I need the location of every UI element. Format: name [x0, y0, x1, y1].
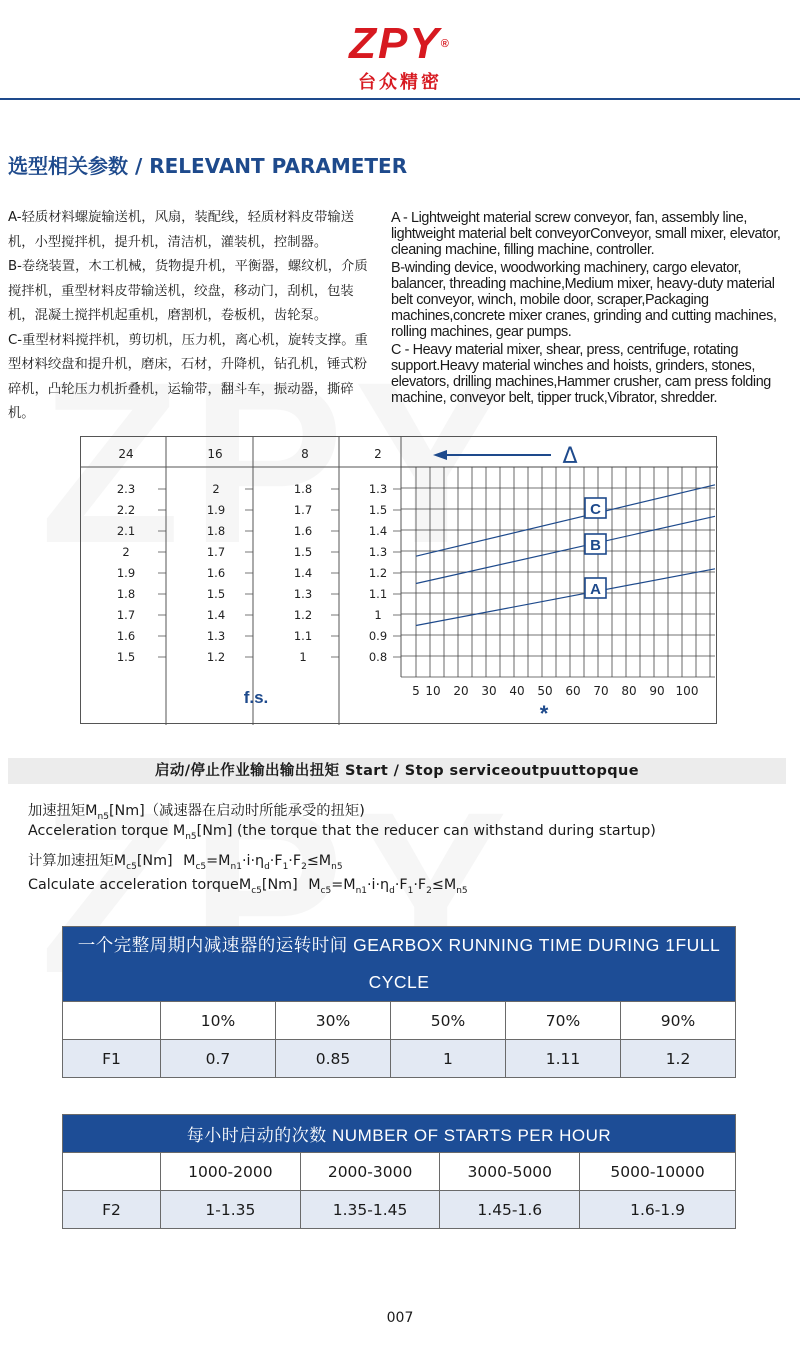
formula-line-3: 计算加速扭矩$M_{c5}[Nm]$ $M_{c5}=M_{n1}\cdot i\cdot\eta_d\cdot F_1\cdot F_2\le M_{n5}$	[28, 853, 343, 872]
table1-corner-cell	[63, 1002, 161, 1040]
x-tick-label: 70	[593, 684, 609, 698]
table-cell: 1.35-1.45	[300, 1191, 440, 1229]
row-label: F2	[63, 1191, 161, 1229]
factor-tick-label: 2	[212, 482, 220, 496]
chinese-description	[8, 206, 380, 427]
factor-tick-label: 1.3	[206, 629, 226, 643]
x-tick-label: 20	[453, 684, 469, 698]
table-header-cell: 70%	[505, 1002, 620, 1040]
factor-tick-label: 1.5	[116, 650, 136, 664]
factor-tick-label: 1.2	[293, 608, 313, 622]
formula-line-2: Acceleration torque $M_{n5}[Nm]$ (the torque that the reducer can withstand during startup)	[28, 823, 656, 842]
table-header-cell: 3000-5000	[440, 1153, 580, 1191]
factor-tick-label: 0.9	[368, 629, 388, 643]
formula-line-4: Calculate acceleration torqueM$_{c5}$[Nm] $M_{c5}=M_{n1}\cdot i\cdot\eta_d\cdot F_1\cdot F_2\le M_{n5}$	[28, 877, 468, 896]
factor-tick-label: 1.7	[116, 608, 136, 622]
table-cell: 0.7	[161, 1040, 276, 1078]
table-header-cell: 2000-3000	[300, 1153, 440, 1191]
x-tick-label: 30	[481, 684, 497, 698]
factor-tick-label: 1.6	[206, 566, 226, 580]
gearbox-running-time-table	[62, 926, 736, 1078]
factor-tick-label: 1.3	[368, 545, 388, 559]
y-axis-label: f.s.	[243, 688, 269, 707]
factor-tick-label: 1.4	[293, 566, 313, 580]
brand-cn-name: 台众精密	[358, 72, 442, 93]
factor-tick-label: 1	[374, 608, 382, 622]
table2-title: 每小时启动的次数 NUMBER OF STARTS PER HOUR	[63, 1115, 736, 1153]
table-header-cell: 90%	[621, 1002, 736, 1040]
page-number: 007	[386, 1310, 414, 1326]
torque-equation-en: $M_{c5}=M_{n1}\cdot i\cdot\eta_d\cdot F_1\cdot F_2\le M_{n5}$	[308, 877, 468, 896]
table-cell: 1	[391, 1040, 506, 1078]
cn-class-a: A-轻质材料螺旋输送机，风扇，装配线，轻质材料皮带输送机，小型搅拌机，提升机，清洁机，灌装机，控制器。	[8, 210, 355, 250]
row-label: F1	[63, 1040, 161, 1078]
chart-header-value: 16	[207, 447, 223, 461]
table-header-cell: 1000-2000	[161, 1153, 301, 1191]
factor-tick-label: 2.1	[116, 524, 136, 538]
chart-header-value: 2	[374, 447, 382, 461]
factor-tick-label: 2.2	[116, 503, 136, 517]
formula-line-1: 加速扭矩$M_{n5}[Nm]$（减速器在启动时所能承受的扭矩)	[28, 803, 365, 822]
table-cell: 1-1.35	[161, 1191, 301, 1229]
x-tick-label: 50	[537, 684, 553, 698]
table-header-cell: 50%	[391, 1002, 506, 1040]
header-divider	[0, 98, 800, 100]
factor-tick-label: 1.4	[368, 524, 388, 538]
direction-arrow-head	[433, 450, 447, 460]
cn-class-c: C-重型材料搅拌机，剪切机，压力机，离心机，旋转支撑。重型材料绞盘和提升机，磨床，石材，升降机，钻孔机，锤式粉碎机，凸轮压力机折叠机，运输带，翻斗车，振动器，撕碎机。	[8, 332, 368, 421]
table-row	[63, 1040, 736, 1078]
factor-tick-label: 1.4	[206, 608, 226, 622]
factor-tick-label: 1.1	[368, 587, 388, 601]
table-cell: 1.45-1.6	[440, 1191, 580, 1229]
factor-tick-label: 1.9	[206, 503, 226, 517]
series-label: B	[590, 537, 601, 554]
factor-tick-label: 1.1	[293, 629, 313, 643]
factor-tick-label: 1.3	[368, 482, 388, 496]
starts-per-hour-table	[62, 1114, 736, 1229]
torque-equation: $M_{c5}=M_{n1}\cdot i\cdot\eta_d\cdot F_1\cdot F_2\le M_{n5}$	[183, 853, 343, 872]
series-label: A	[590, 581, 601, 598]
x-tick-label: 10	[425, 684, 441, 698]
table-cell: 1.2	[621, 1040, 736, 1078]
series-line-b	[416, 516, 715, 583]
factor-tick-label: 1.5	[293, 545, 313, 559]
factor-tick-label: 0.8	[368, 650, 388, 664]
series-line-c	[416, 485, 715, 556]
service-factor-chart-svg	[81, 437, 718, 725]
factor-tick-label: 2	[122, 545, 130, 559]
x-tick-label: 100	[675, 684, 699, 698]
series-label: C	[590, 501, 601, 518]
table-header-cell: 30%	[275, 1002, 390, 1040]
factor-tick-label: 1.2	[206, 650, 226, 664]
table-cell: 1.6-1.9	[580, 1191, 736, 1229]
start-stop-subheading: 启动/停止作业输出输出扭矩 Start / Stop serviceoutpuuttopque	[8, 758, 786, 784]
brand-logo	[0, 19, 800, 94]
chart-header-value: 8	[301, 447, 309, 461]
factor-tick-label: 1.7	[206, 545, 226, 559]
table-cell: 0.85	[275, 1040, 390, 1078]
en-class-b: B-winding device, woodworking machinery, cargo elevator, balancer, threading machine,Medium mixer, heavy-duty material belt conveyor, winch, mobile door, scraper,Packaging machines,concrete mixer cranes, grinding and cutting machines, rolling machines, gear pumps.	[391, 260, 777, 340]
table-row	[63, 1191, 736, 1229]
factor-tick-label: 1.8	[206, 524, 226, 538]
brand-wordmark: ZPY®	[349, 19, 451, 68]
cn-class-b: B-卷绕装置，木工机械，货物提升机，平衡器，螺纹机，介质搅拌机，重型材料皮带输送机，绞盘，移动门，刮机，包装机，混凝土搅拌机起重机，磨割机，卷板机，齿轮泵。	[8, 259, 368, 323]
factor-tick-label: 1	[299, 650, 307, 664]
chart-header-value: 24	[118, 447, 134, 461]
factor-tick-label: 1.8	[293, 482, 313, 496]
factor-tick-label: 1.7	[293, 503, 313, 517]
table-header-cell: 5000-10000	[580, 1153, 736, 1191]
x-axis-label: *	[539, 701, 549, 725]
factor-tick-label: 1.9	[116, 566, 136, 580]
table2-corner-cell	[63, 1153, 161, 1191]
english-description	[391, 210, 791, 408]
factor-tick-label: 1.6	[116, 629, 136, 643]
factor-tick-label: 2.3	[116, 482, 136, 496]
series-line-a	[416, 569, 715, 626]
x-tick-label: 90	[649, 684, 665, 698]
factor-tick-label: 1.5	[368, 503, 388, 517]
table-header-cell: 10%	[161, 1002, 276, 1040]
x-tick-label: 40	[509, 684, 525, 698]
x-tick-label: 80	[621, 684, 637, 698]
factor-tick-label: 1.5	[206, 587, 226, 601]
table1-title: 一个完整周期内减速器的运转时间 GEARBOX RUNNING TIME DURING 1FULL CYCLE	[63, 927, 736, 1002]
en-class-c: C - Heavy material mixer, shear, press, centrifuge, rotating support.Heavy material winches and hoists, grinders, stones, elevators, drilling machines,Hammer crusher, cam press folding machine, conveyor belt, tipper truck,Vibrator, shredder.	[391, 342, 771, 406]
service-factor-chart	[80, 436, 717, 724]
x-tick-label: 60	[565, 684, 581, 698]
en-class-a: A - Lightweight material screw conveyor, fan, assembly line, lightweight material belt conveyorConveyor, small mixer, elevator, cleaning machine, filling machine, controller.	[391, 210, 781, 258]
direction-symbol: Δ	[562, 444, 578, 469]
factor-tick-label: 1.8	[116, 587, 136, 601]
section-title: 选型相关参数 / RELEVANT PARAMETER	[8, 154, 408, 178]
table-cell: 1.11	[505, 1040, 620, 1078]
x-tick-label: 5	[412, 684, 420, 698]
factor-tick-label: 1.2	[368, 566, 388, 580]
factor-tick-label: 1.3	[293, 587, 313, 601]
factor-tick-label: 1.6	[293, 524, 313, 538]
